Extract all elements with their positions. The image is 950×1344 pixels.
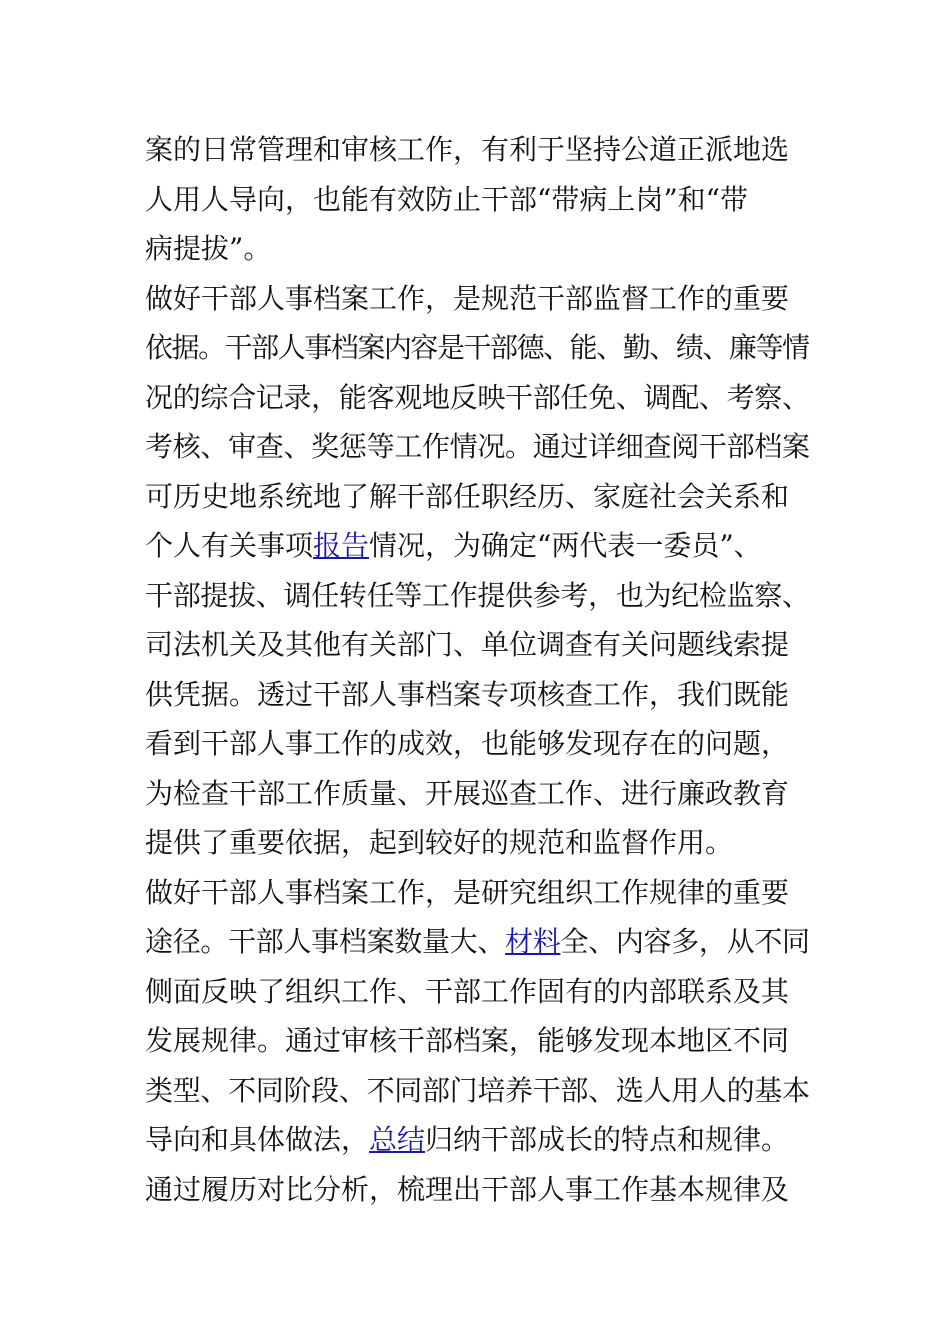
text-line	[145, 373, 810, 423]
text-run: 途径。干部人事档案数量大、	[145, 925, 506, 958]
text-run: 看到干部人事工作的成效，也能够发现存在的问题，	[145, 727, 790, 760]
text-run: 发展规律。通过审核干部档案，能够发现本地区不同	[145, 1024, 790, 1057]
text-line	[145, 967, 810, 1017]
text-line	[145, 769, 810, 819]
text-run: 全、内容多，从不同	[560, 925, 810, 958]
inline-link[interactable]: 材料	[505, 925, 561, 958]
text-run: 干部提拔、调任转任等工作提供参考，也为纪检监察、	[145, 578, 810, 612]
text-run: 可历史地系统地了解干部任职经历、家庭社会关系和	[145, 479, 790, 513]
text-run: 依据。干部人事档案内容是干部德、能、勤、绩、廉等情	[145, 331, 809, 364]
text-run: 司法机关及其他有关部门、单位调查有关问题线索提	[145, 628, 790, 661]
text-line	[145, 274, 810, 324]
text-line	[145, 818, 810, 868]
text-line	[145, 472, 810, 522]
inline-link[interactable]: 总结	[369, 1123, 426, 1156]
text-run: 考核、审查、奖惩等工作情况。通过详细查阅干部档案	[145, 430, 810, 463]
text-line	[145, 1066, 810, 1116]
text-line	[145, 175, 810, 225]
text-run: 侧面反映了组织工作、干部工作固有的内部联系及其	[145, 974, 790, 1008]
text-line	[145, 521, 810, 571]
text-line	[145, 620, 810, 670]
text-run: 导向和具体做法，	[145, 1123, 370, 1156]
text-run: 类型、不同阶段、不同部门培养干部、选人用人的基本	[145, 1073, 810, 1107]
text-run: 通过履历对比分析，梳理出干部人事工作基本规律及	[145, 1172, 790, 1206]
text-line	[145, 422, 810, 472]
text-line	[145, 1016, 810, 1066]
text-line	[145, 719, 810, 769]
text-run: 况的综合记录，能客观地反映干部任免、调配、考察、	[145, 380, 810, 414]
text-line	[145, 224, 810, 274]
text-run: 人用人导向，也能有效防止干部“带病上岗”和“带	[145, 182, 748, 216]
text-line	[145, 670, 810, 720]
inline-link[interactable]: 报告	[313, 529, 370, 562]
text-line	[145, 125, 810, 175]
text-run: 提供了重要依据，起到较好的规范和监督作用。	[145, 826, 734, 859]
text-run: 供凭据。透过干部人事档案专项核查工作，我们既能	[145, 677, 790, 711]
text-line	[145, 868, 810, 918]
text-run: 做好干部人事档案工作，是研究组织工作规律的重要	[145, 875, 790, 909]
text-run: 归纳干部成长的特点和规律。	[425, 1123, 790, 1156]
text-line	[145, 571, 810, 621]
text-run: 为检查干部工作质量、开展巡查工作、进行廉政教育	[145, 776, 790, 810]
text-line	[145, 323, 810, 373]
text-run: 病提拔”。	[145, 232, 272, 265]
text-run: 案的日常管理和审核工作，有利于坚持公道正派地选	[145, 133, 790, 166]
text-run: 个人有关事项	[145, 529, 314, 562]
text-line	[145, 1165, 810, 1215]
text-run: 做好干部人事档案工作，是规范干部监督工作的重要	[145, 281, 790, 315]
text-line	[145, 917, 810, 967]
text-line	[145, 1115, 810, 1165]
text-run: 情况，为确定“两代表一委员”、	[369, 529, 762, 562]
